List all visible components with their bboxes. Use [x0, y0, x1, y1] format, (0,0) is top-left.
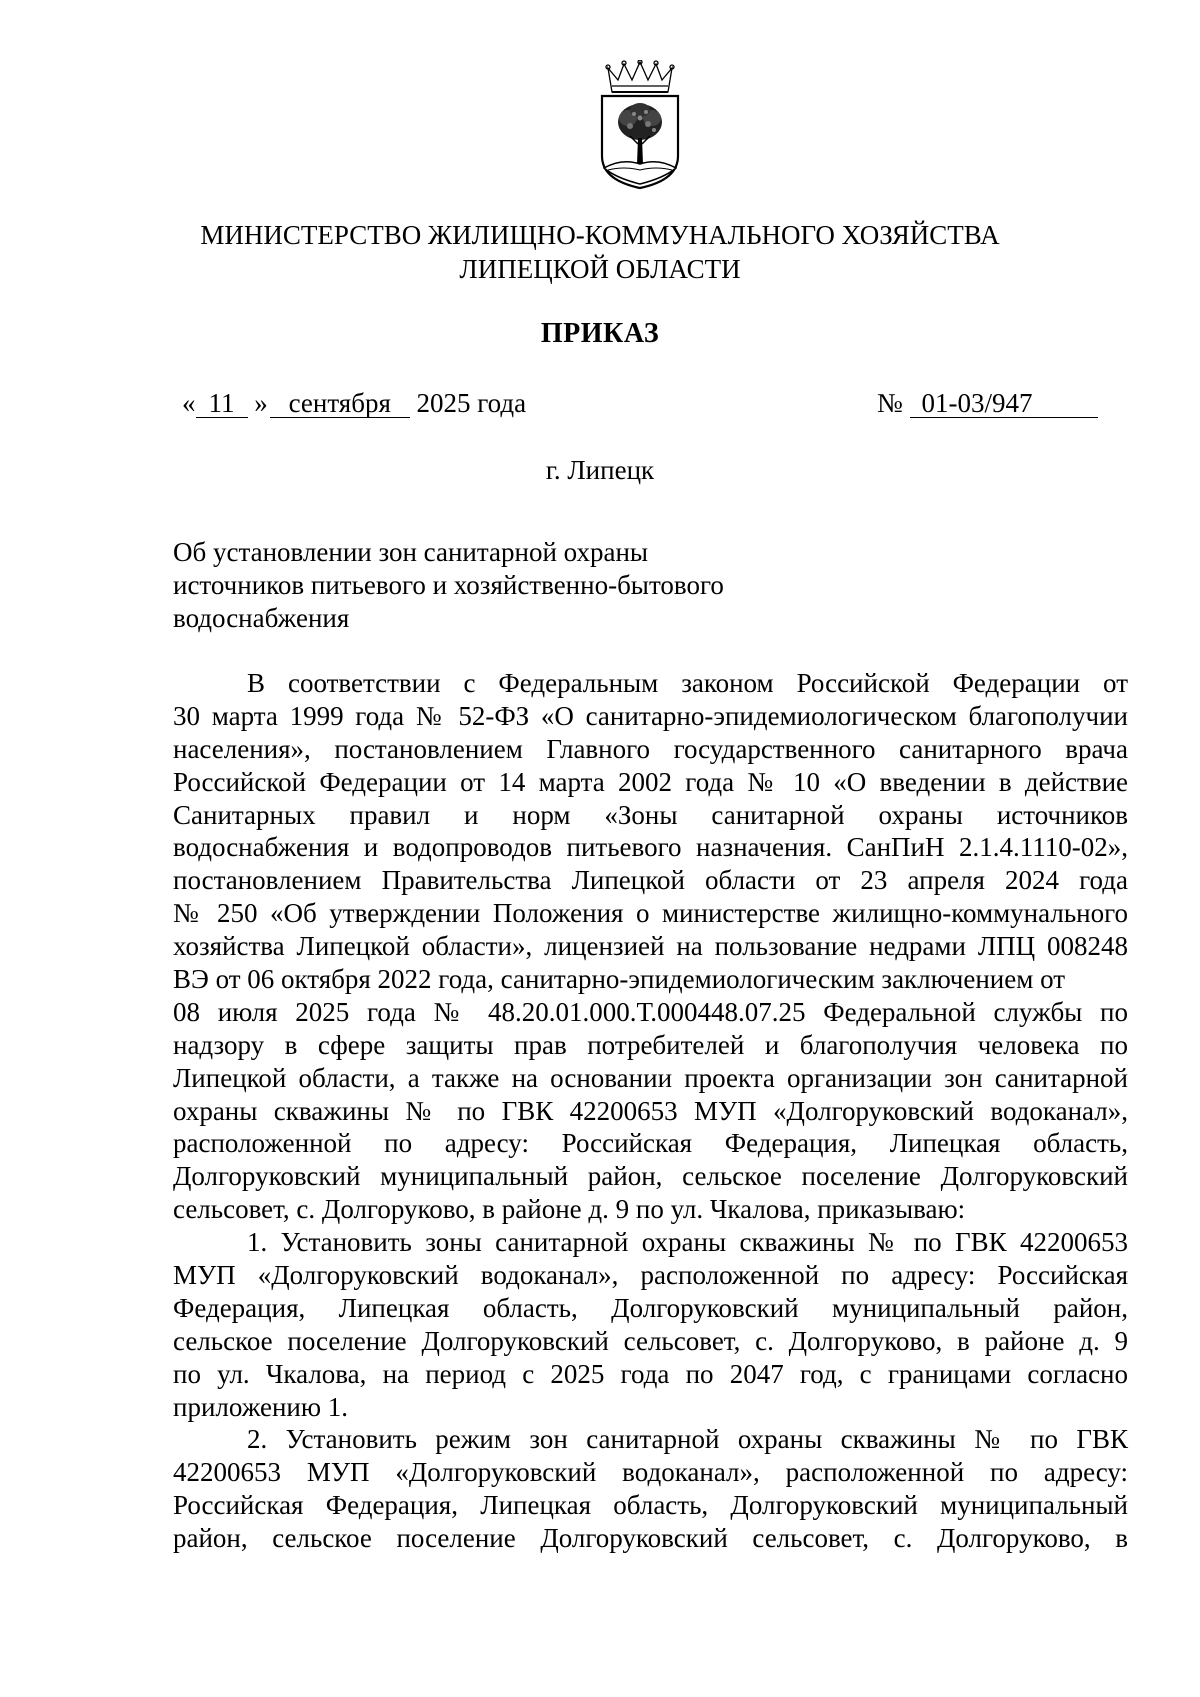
body-line: Федерация, Липецкая область, Долгоруковский муниципальный район,	[173, 1292, 1128, 1323]
subject-line: водоснабжения	[173, 603, 350, 633]
coat-of-arms-icon	[594, 60, 686, 190]
body-line: по ул. Чкалова, на период с 2025 года по 2047 год, с границами согласно	[173, 1358, 1128, 1389]
body-line: 2. Установить режим зон санитарной охраны скважины № по ГВК	[247, 1424, 1128, 1455]
ministry-name-line-1: МИНИСТЕРСТВО ЖИЛИЩНО-КОММУНАЛЬНОГО ХОЗЯЙСТВА	[200, 220, 1000, 250]
body-line: хозяйства Липецкой области», лицензией на пользование недрами ЛПЦ 008248	[173, 931, 1128, 962]
date-year: 2025 года	[416, 388, 527, 418]
ministry-name-line-2: ЛИПЕЦКОЙ ОБЛАСТИ	[459, 254, 741, 284]
document-type-title: ПРИКАЗ	[540, 318, 660, 349]
document-date	[182, 388, 526, 419]
subject-line: источников питьевого и хозяйственно-бытового	[173, 570, 724, 600]
body-line: Санитарных правил и норм «Зоны санитарной охраны источников	[173, 799, 1128, 830]
date-day: 11	[196, 389, 248, 418]
body-line: МУП «Долгоруковский водоканал», расположенной по адресу: Российская	[173, 1260, 1128, 1291]
body-line: населения», постановлением Главного государственного санитарного врача	[173, 733, 1128, 764]
document-number	[877, 388, 1098, 419]
body-line: постановлением Правительства Липецкой области от 23 апреля 2024 года	[173, 865, 1128, 896]
body-line: сельское поселение Долгоруковский сельсовет, с. Долгоруково, в районе д. 9	[173, 1325, 1128, 1356]
document-city: г. Липецк	[545, 455, 655, 485]
body-line: Долгоруковский муниципальный район, сельское поселение Долгоруковский	[173, 1161, 1128, 1192]
date-month: сентября	[270, 389, 410, 418]
body-line: надзору в сфере защиты прав потребителей и благополучия человека по	[173, 1029, 1128, 1060]
body-line: Липецкой области, а также на основании проекта организации зон санитарной	[173, 1062, 1128, 1093]
body-line: № 250 «Об утверждении Положения о министерстве жилищно-коммунального	[173, 898, 1128, 929]
body-line: район, сельское поселение Долгоруковский сельсовет, с. Долгоруково, в	[173, 1523, 1128, 1554]
body-line: 1. Установить зоны санитарной охраны скважины № по ГВК 42200653	[247, 1227, 1128, 1258]
body-line: 42200653 МУП «Долгоруковский водоканал», расположенной по адресу:	[173, 1457, 1128, 1488]
document-body	[173, 667, 1128, 1555]
body-line: Российской Федерации от 14 марта 2002 года № 10 «О введении в действие	[173, 766, 1128, 797]
body-line: ВЭ от 06 октября 2022 года, санитарно-эпидемиологическим заключением от	[173, 964, 1066, 995]
ministry-name	[0, 218, 1200, 286]
date-close-quote: »	[254, 388, 268, 418]
body-line: приложению 1.	[173, 1391, 349, 1422]
body-line: 08 июля 2025 года № 48.20.01.000.Т.000448.07.25 Федеральной службы по	[173, 996, 1128, 1027]
body-line: сельсовет, с. Долгоруково, в районе д. 9 по ул. Чкалова, приказываю:	[173, 1194, 966, 1225]
body-line: охраны скважины № по ГВК 42200653 МУП «Долгоруковский водоканал»,	[173, 1095, 1128, 1126]
body-line: Российская Федерация, Липецкая область, Долгоруковский муниципальный	[173, 1490, 1128, 1521]
document-subject	[173, 536, 724, 635]
number-value: 01-03/947	[910, 389, 1098, 418]
number-sign: №	[877, 388, 903, 418]
subject-line: Об установлении зон санитарной охраны	[173, 537, 649, 567]
body-line: В соответствии с Федеральным законом Российской Федерации от	[247, 668, 1128, 698]
body-line: 30 марта 1999 года № 52-ФЗ «О санитарно-эпидемиологическом благополучии	[173, 700, 1128, 731]
date-open-quote: «	[182, 388, 196, 418]
body-line: расположенной по адресу: Российская Федерация, Липецкая область,	[173, 1128, 1128, 1159]
body-line: водоснабжения и водопроводов питьевого назначения. СанПиН 2.1.4.1110-02»,	[173, 832, 1128, 863]
